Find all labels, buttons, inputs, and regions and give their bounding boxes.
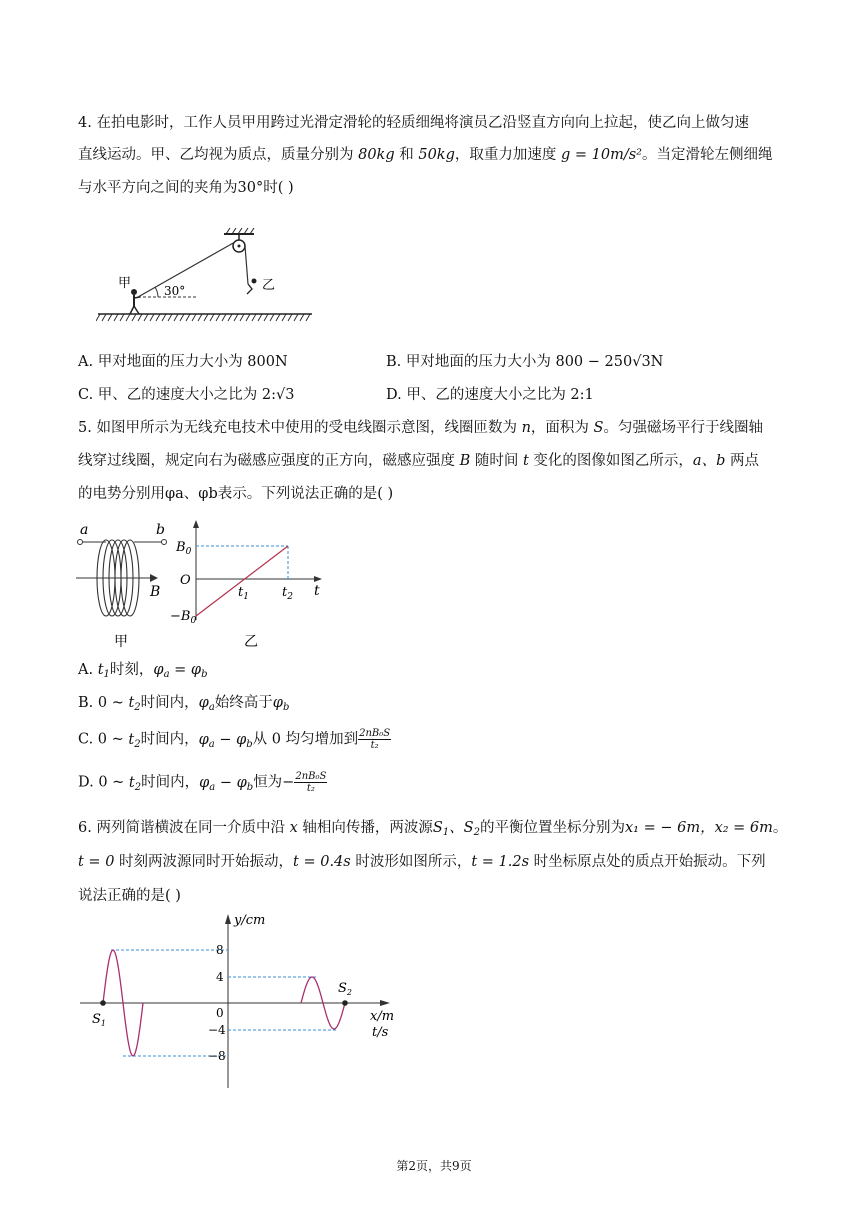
q5-var-t2: $t_2$: [128, 731, 141, 750]
q5-phi-diff: $\varphi_a - \varphi_b$: [199, 774, 254, 793]
q6-text: 的平衡位置坐标分别为: [479, 820, 625, 836]
q5-text: 5. 如图甲所示为无线充电技术中使用的受电线圈示意图，线圈匝数为: [78, 420, 517, 436]
q5-label-t2: t: [282, 585, 288, 600]
q6-time-1: t = 0.4s: [293, 854, 351, 870]
q5-option-label: A.: [78, 662, 98, 678]
svg-text:S2: [338, 981, 352, 997]
q6-line-3: 说法正确的是( ): [78, 888, 181, 904]
q4-option-d[interactable]: D. 甲、乙的速度大小之比为 2:1: [386, 387, 594, 403]
q5-label-negB0-sub: 0: [190, 616, 197, 626]
q4-mass-yi: 50kg: [418, 147, 455, 163]
q5-text: 变化的图像如图乙所示，: [533, 453, 693, 469]
q5-subscript: 1: [103, 669, 110, 680]
q4-option-b[interactable]: B. 甲对地面的压力大小为 800 − 250√3N: [386, 354, 664, 370]
q6-tick-8: 8: [216, 943, 224, 957]
q6-tick-0: 0: [216, 1006, 224, 1020]
q5-frac-den: t₂: [306, 783, 315, 794]
q4-label-yi: 乙: [262, 278, 276, 293]
svg-text:−B0: [170, 609, 196, 626]
q5-bt-graph: [170, 520, 330, 652]
q5-frac-num: 2nB₀S: [359, 728, 391, 739]
svg-text:B0: [175, 540, 192, 557]
q4-line-1: 4. 在拍电影时，工作人员甲用跨过光滑定滑轮的轻质细绳将演员乙沿竖直方向向上拉起，使乙向上做匀速: [78, 115, 749, 131]
svg-text:t2: [282, 585, 293, 602]
q5-option-label: D. 0 ~: [78, 774, 129, 791]
q5-phi-a: $\varphi_a = \varphi_b$: [153, 662, 208, 680]
q5-var-t2: $t_2$: [128, 695, 141, 713]
q5-var-n: n: [521, 420, 531, 436]
q6-label-s2: S: [338, 981, 347, 996]
q4-text: 。当定滑轮左侧细绳: [642, 147, 773, 163]
q5-label-a: a: [80, 522, 89, 538]
q6-var-x: x: [289, 820, 298, 836]
q6-time-2: t = 1.2s: [471, 854, 530, 870]
q5-text: 恒为−: [253, 774, 295, 791]
svg-text:t1: [238, 585, 249, 602]
q5-text: 随时间: [474, 453, 519, 469]
q4-gravity: g = 10m/s²: [561, 147, 642, 163]
q5-option-a[interactable]: [78, 660, 207, 685]
q6-ylabel: y/cm: [234, 913, 266, 928]
q6-label-s1-sub: 1: [100, 1019, 106, 1028]
q5-text: 两点: [729, 453, 759, 469]
q6-tick-4: 4: [216, 970, 224, 984]
q5-option-label: B. 0 ~: [78, 695, 129, 711]
q5-label-jia: 甲: [114, 634, 128, 650]
q5-label-t: t: [314, 583, 320, 599]
q6-text: 时刻两波源同时开始振动，: [119, 854, 294, 870]
q5-text: 。匀强磁场平行于线圈轴: [603, 420, 763, 436]
q5-option-d[interactable]: [78, 771, 327, 798]
q5-text: ，面积为: [530, 420, 589, 436]
svg-text:S1: [92, 1012, 106, 1028]
q4-line-2: [78, 145, 773, 165]
q6-label-s2-sub: 2: [346, 988, 352, 997]
q5-phi-diff: $\varphi_a - \varphi_b$: [198, 731, 253, 750]
q5-option-b[interactable]: [78, 693, 289, 718]
q4-text: ，取重力加速度: [454, 147, 557, 163]
q5-var-s: S: [593, 420, 604, 436]
q5-label-O: O: [180, 573, 191, 588]
q4-pulley-figure: [96, 226, 316, 326]
page-footer: 第2页，共9页: [396, 1159, 472, 1173]
q5-text: 时间内，: [140, 731, 199, 748]
q6-positions: x₁ = − 6m，x₂ = 6m: [624, 820, 773, 836]
q5-text: 时间内，: [141, 774, 200, 791]
q5-label-B: B: [150, 584, 161, 600]
q5-fraction: [358, 728, 391, 751]
q6-wave-graph: [78, 910, 408, 1095]
q6-tlabel: t/s: [372, 1025, 389, 1040]
q5-var-b: B: [459, 453, 471, 469]
q4-text: 直线运动。甲、乙均视为质点，质量分别为: [78, 147, 354, 163]
q5-label-t1: t: [238, 585, 244, 600]
q5-option-label: C. 0 ~: [78, 731, 129, 748]
q4-option-c[interactable]: C. 甲、乙的速度大小之比为 2:√3: [78, 387, 295, 403]
q5-coil-figure: [74, 520, 174, 652]
q6-xlabel: x/m: [370, 1009, 395, 1024]
q5-label-t2-sub: 2: [287, 592, 293, 602]
q6-text: 轴相向传播，两波源: [302, 820, 433, 836]
q5-line-1: [78, 418, 763, 438]
q6-line-1: [78, 818, 787, 843]
q5-line-3: 的电势分别用φa、φb表示。下列说法正确的是( ): [78, 486, 394, 502]
q5-label-B0: B: [176, 540, 186, 555]
q5-text: 从 0 均匀增加到: [252, 731, 359, 748]
q5-var-t: t: [97, 662, 104, 678]
q5-text: 线穿过线圈，规定向右为磁感应强度的正方向，磁感应强度: [78, 453, 455, 469]
q5-label-negB0: −B: [170, 609, 191, 624]
q6-sources: $S_1$、$S_2$: [432, 820, 480, 838]
q6-text: 时坐标原点处的质点开始振动。下列: [533, 854, 766, 870]
q5-text: 时间内，: [140, 695, 199, 711]
q5-phi-b: $\varphi_b$: [272, 695, 290, 713]
q6-text: 6. 两列简谐横波在同一介质中沿: [78, 820, 285, 836]
q5-var-t: t: [522, 453, 529, 469]
q5-frac-num: 2nB₀S: [295, 771, 327, 782]
q5-line-2: [78, 451, 759, 471]
q5-text: 始终高于: [214, 695, 273, 711]
q6-time-0: t = 0: [78, 854, 115, 870]
q4-text: 和: [399, 147, 414, 163]
q5-frac-den: t₂: [370, 740, 379, 751]
q5-label-b: b: [156, 522, 165, 538]
q5-label-t1-sub: 1: [243, 592, 249, 602]
q5-points: a、b: [692, 453, 726, 469]
q4-option-a[interactable]: A. 甲对地面的压力大小为 800N: [78, 354, 288, 370]
q5-option-c[interactable]: [78, 728, 391, 755]
q5-var-t2: $t_2$: [128, 774, 142, 793]
q5-label-yi: 乙: [244, 634, 258, 650]
q6-line-2: [78, 852, 766, 872]
q5-label-B0-sub: 0: [185, 547, 192, 557]
q5-fraction: [294, 771, 327, 794]
q4-mass-jia: 80kg: [358, 147, 395, 163]
q4-line-3: 与水平方向之间的夹角为30°时( ): [78, 180, 294, 196]
q4-angle-label: 30°: [164, 284, 186, 298]
q5-phi-a: $\varphi_a$: [198, 695, 215, 713]
q6-tick-neg4: −4: [208, 1023, 226, 1037]
q6-label-s1: S: [92, 1012, 101, 1027]
q6-tick-neg8: −8: [208, 1049, 226, 1063]
q6-text: 时波形如图所示，: [355, 854, 472, 870]
q5-text: 时刻，: [109, 662, 154, 678]
q6-text: 。: [772, 820, 788, 836]
q4-label-jia: 甲: [118, 276, 132, 291]
